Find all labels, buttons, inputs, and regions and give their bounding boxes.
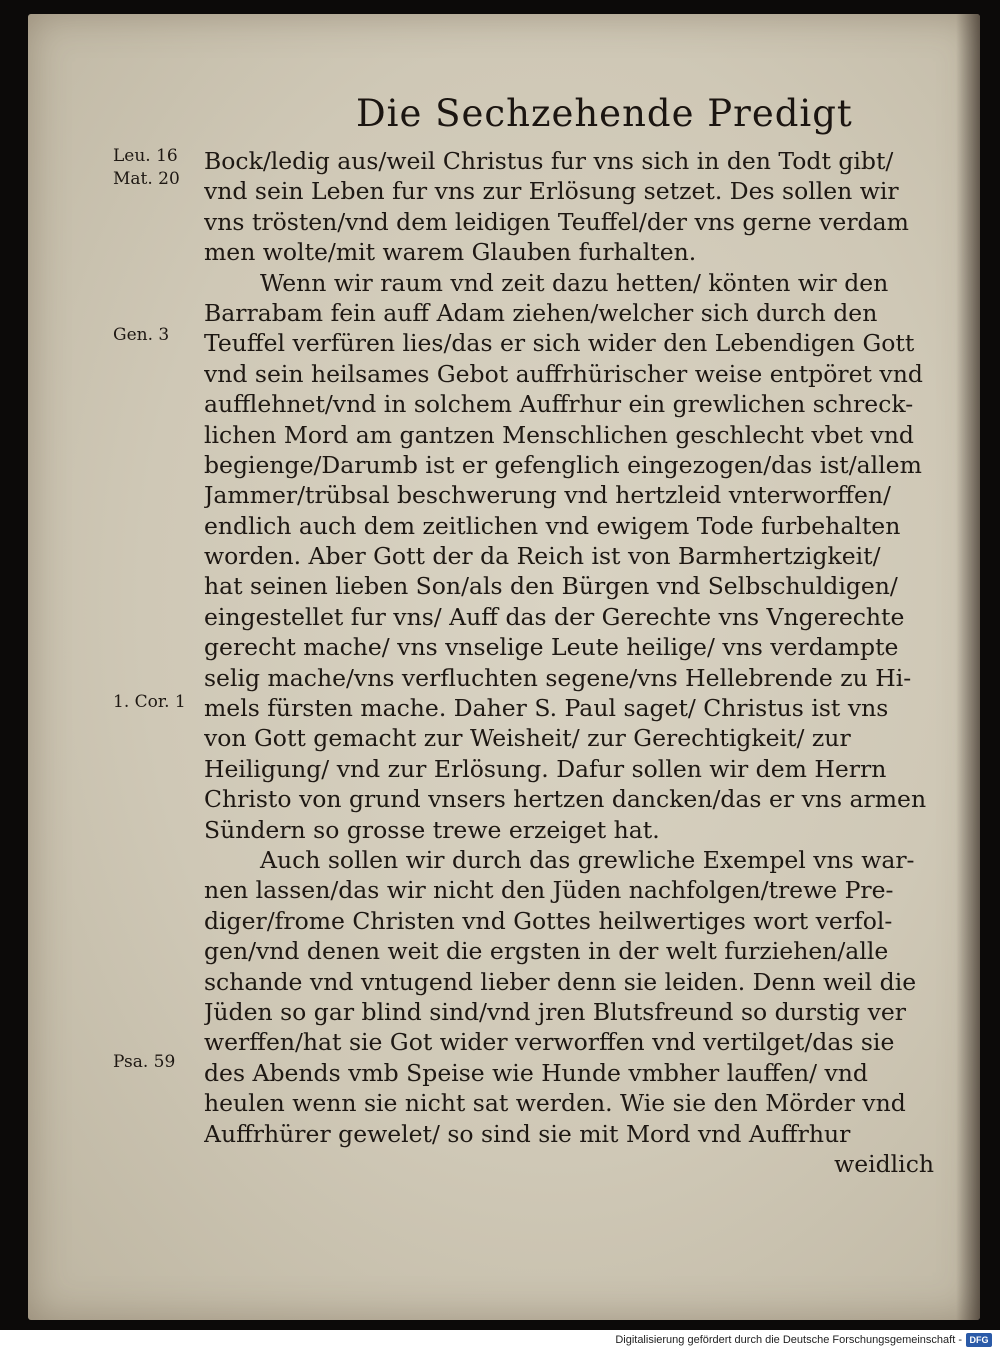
margin-note-psa: Psa. 59 (113, 1052, 176, 1072)
text-line: diger/frome Christen vnd Gottes heilwertiges wort verfol- (204, 906, 893, 935)
text-line: Bock/ledig aus/weil Christus fur vns sich in den Todt gibt/ (204, 147, 894, 175)
text-line: gen/vnd denen weit die ergsten in der welt furziehen/alle (204, 937, 889, 966)
funding-credit: Digitalisierung gefördert durch die Deutsche Forschungsgemeinschaft - (615, 1334, 962, 1346)
text-line: Jüden so gar blind sind/vnd jren Blutsfreund so durstig ver (204, 997, 906, 1026)
text-line: worden. Aber Gott der da Reich ist von Barmhertzigkeit/ (204, 542, 881, 571)
text-line: Jammer/trübsal beschwerung vnd hertzleid vnterworffen/ (204, 481, 891, 510)
margin-note-cor: 1. Cor. 1 (113, 692, 186, 712)
text-line: Wenn wir raum vnd zeit dazu hetten/ könten wir den (260, 268, 889, 297)
text-line: werffen/hat sie Got wider verworffen vnd vertilget/das sie (204, 1028, 895, 1057)
body-text (204, 146, 934, 1179)
running-head: Die Sechzehende Predigt (356, 92, 853, 135)
text-line: endlich auch dem zeitlichen vnd ewigem Tode furbehalten (204, 511, 901, 540)
text-line: vnd sein Leben fur vns zur Erlösung setzet. Des sollen wir (204, 177, 899, 206)
text-line: Teuffel verfüren lies/das er sich wider den Lebendigen Gott (204, 329, 915, 358)
text-line: men wolte/mit warem Glauben furhalten. (204, 238, 697, 267)
text-line: Barrabam fein auff Adam ziehen/welcher sich durch den (204, 298, 878, 327)
text-line: des Abends vmb Speise wie Hunde vmbher lauffen/ vnd (204, 1058, 868, 1087)
text-line: Christo von grund vnsers hertzen dancken/das er vns armen (204, 785, 927, 814)
page-gutter-shadow (956, 14, 980, 1320)
text-line: Auch sollen wir durch das grewliche Exempel vns war- (260, 845, 915, 874)
text-line: hat seinen lieben Son/als den Bürgen vnd Selbschuldigen/ (204, 572, 898, 601)
text-line: nen lassen/das wir nicht den Jüden nachfolgen/trewe Pre- (204, 876, 894, 905)
text-line: gerecht mache/ vns vnselige Leute heilige/ vns verdampte (204, 633, 899, 662)
text-line: heulen wenn sie nicht sat werden. Wie sie den Mörder vnd (204, 1089, 906, 1118)
text-line: vns trösten/vnd dem leidigen Teuffel/der vns gerne verdam (204, 207, 909, 236)
text-line: Heiligung/ vnd zur Erlösung. Dafur sollen wir dem Herrn (204, 754, 887, 783)
text-line: vnd sein heilsames Gebot auffrhürischer weise entpöret vnd (204, 359, 923, 388)
text-line: von Gott gemacht zur Weisheit/ zur Gerechtigkeit/ zur (204, 724, 851, 753)
text-line: Auffrhürer gewelet/ so sind sie mit Mord vnd Auffrhur (204, 1119, 851, 1148)
text-line: lichen Mord am gantzen Menschlichen geschlecht vbet vnd (204, 420, 914, 449)
book-page (28, 14, 980, 1320)
text-line: mels fürsten mache. Daher S. Paul saget/ Christus ist vns (204, 694, 889, 723)
margin-note-gen: Gen. 3 (113, 325, 170, 345)
text-line: eingestellet fur vns/ Auff das der Gerechte vns Vngerechte (204, 602, 905, 631)
margin-note-leu: Leu. 16 (113, 146, 178, 166)
text-line: selig mache/vns verfluchten segene/vns Hellebrende zu Hi- (204, 663, 912, 692)
catchword: weidlich (834, 1149, 934, 1178)
text-line: aufflehnet/vnd in solchem Auffrhur ein grewlichen schreck- (204, 390, 914, 419)
margin-note-mat: Mat. 20 (113, 169, 180, 189)
text-line: begienge/Darumb ist er gefenglich eingezogen/das ist/allem (204, 450, 922, 479)
dfg-logo-badge: DFG (966, 1333, 992, 1347)
footer-bar (0, 1330, 1000, 1351)
text-line: schande vnd vntugend lieber denn sie leiden. Denn weil die (204, 967, 917, 996)
text-line: Sündern so grosse trewe erzeiget hat. (204, 815, 660, 844)
